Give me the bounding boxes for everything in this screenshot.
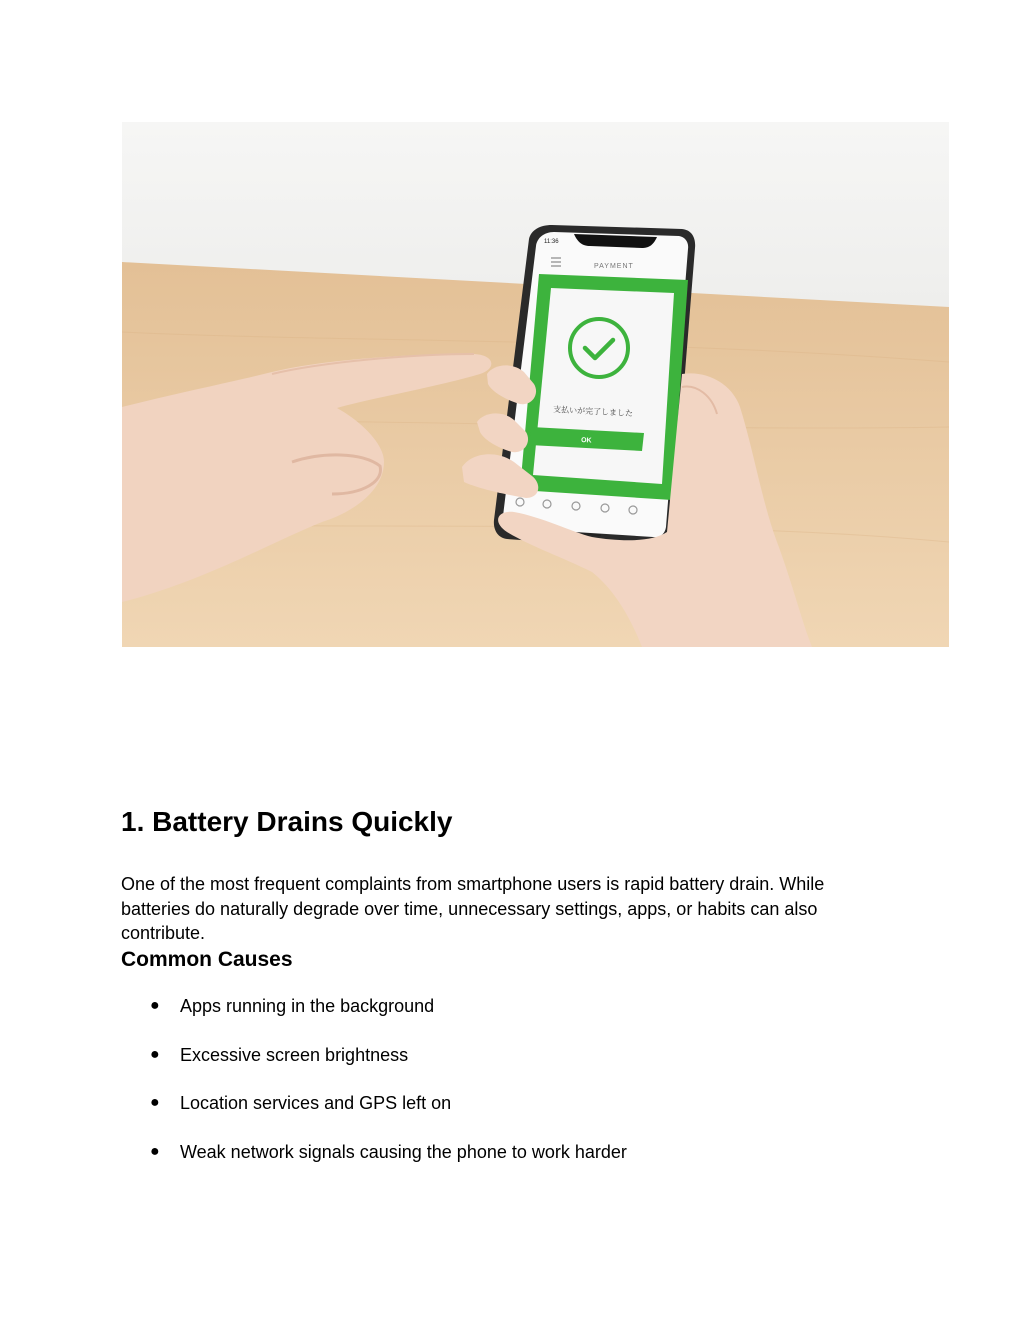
bullet-icon: ●: [150, 1045, 160, 1063]
list-item-text: Apps running in the background: [180, 996, 435, 1016]
list-item-text: Location services and GPS left on: [180, 1093, 452, 1114]
list-item-text: Excessive screen brightness: [180, 1044, 409, 1065]
bullet-icon: ●: [150, 1094, 160, 1112]
hero-image: [122, 122, 949, 647]
ok-button-label: OK: [580, 437, 592, 445]
phone-screen-title: PAYMENT: [594, 263, 634, 270]
payment-complete-message: 支払いが完了しました: [552, 405, 634, 419]
common-causes-heading: Common Causes: [121, 948, 293, 971]
intro-paragraph: One of the most frequent complaints from smartphone users is rapid battery drain. While batteries do naturally degrade over time, unnecessary settings, apps, or habits can also contribute.: [121, 874, 825, 943]
bullet-icon: ●: [150, 997, 160, 1014]
list-item-text: Weak network signals causing the phone to work harder: [180, 1142, 627, 1163]
section-heading: 1. Battery Drains Quickly: [121, 806, 453, 837]
bullet-icon: ●: [150, 1143, 160, 1161]
phone-status-time: 11:36: [544, 239, 559, 245]
